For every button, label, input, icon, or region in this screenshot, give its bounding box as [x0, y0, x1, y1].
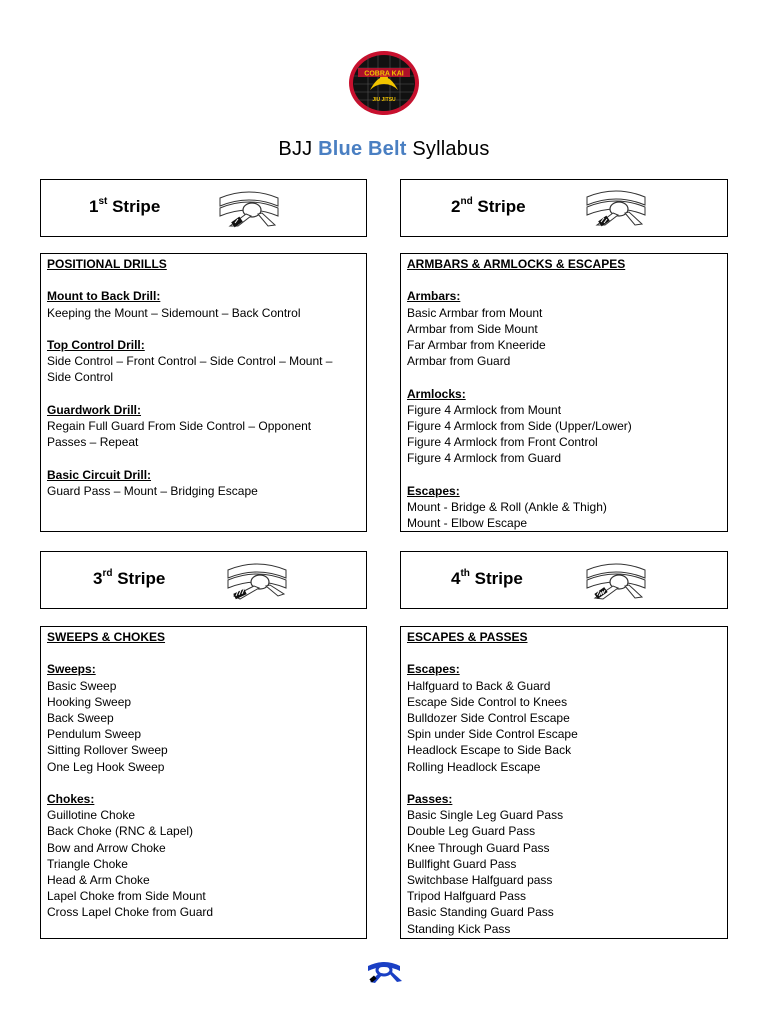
list-item: Side Control – Front Control – Side Control – Mount –	[47, 354, 333, 369]
section-heading: SWEEPS & CHOKES	[47, 630, 166, 644]
list-item: Mount - Bridge & Roll (Ankle & Thigh)	[407, 500, 607, 514]
list-item: Basic Standing Guard Pass	[407, 905, 554, 920]
section-heading: ESCAPES & PASSES	[407, 630, 528, 644]
stripe-3-box	[40, 551, 367, 609]
group-title: Top Control Drill:	[47, 337, 145, 352]
list-item: Standing Kick Pass	[407, 921, 511, 936]
list-item: Headlock Escape to Side Back	[407, 743, 572, 758]
sweeps-chokes-box	[40, 626, 367, 939]
group-title: Guardwork Drill:	[47, 402, 142, 417]
stripe-2-label: 2nd Stripe	[451, 196, 526, 216]
group-title: Chokes:	[47, 792, 95, 806]
list-item: Halfguard to Back & Guard	[407, 678, 551, 693]
list-item: Side Control	[47, 370, 114, 385]
list-item: Switchbase Halfguard pass	[407, 873, 553, 888]
list-item: Back Sweep	[47, 711, 114, 725]
list-item: Triangle Choke	[47, 856, 128, 871]
list-item: Spin under Side Control Escape	[407, 727, 578, 742]
page-title	[0, 138, 768, 161]
escapes-passes-box	[400, 626, 728, 939]
list-item: Figure 4 Armlock from Guard	[407, 451, 562, 466]
list-item: Escape Side Control to Knees	[407, 694, 568, 709]
list-item: Regain Full Guard From Side Control – Opponent	[47, 418, 312, 433]
list-item: Bulldozer Side Control Escape	[407, 711, 570, 725]
list-item: Figure 4 Armlock from Front Control	[407, 435, 598, 450]
list-item: One Leg Hook Sweep	[47, 759, 165, 774]
list-item: Basic Single Leg Guard Pass	[407, 808, 564, 823]
list-item: Tripod Halfguard Pass	[407, 889, 526, 904]
list-item: Hooking Sweep	[47, 694, 132, 709]
belt-2-stripe-icon	[585, 185, 647, 227]
belt-3-stripe-icon	[226, 558, 288, 600]
list-item: Bullfight Guard Pass	[407, 856, 517, 871]
list-item: Knee Through Guard Pass	[407, 840, 550, 855]
group-title: Escapes:	[407, 483, 460, 498]
logo-top-text: COBRA KAI	[364, 70, 404, 78]
title-accent: Blue Belt	[318, 138, 407, 160]
cobra-kai-logo	[348, 50, 420, 116]
list-item: Back Choke (RNC & Lapel)	[47, 824, 194, 839]
list-item: Basic Armbar from Mount	[407, 305, 543, 320]
list-item: Rolling Headlock Escape	[407, 759, 541, 774]
title-suffix: Syllabus	[406, 138, 490, 160]
stripe-1-box	[40, 179, 367, 237]
list-item: Mount - Elbow Escape	[407, 516, 528, 531]
section-heading: ARMBARS & ARMLOCKS & ESCAPES	[407, 257, 626, 271]
list-item: Passes – Repeat	[47, 435, 139, 450]
stripe-4-box	[400, 551, 728, 609]
list-item: Guillotine Choke	[47, 808, 136, 823]
blue-belt-icon	[364, 956, 404, 984]
group-title: Armbars:	[407, 289, 461, 304]
belt-1-stripe-icon	[218, 186, 280, 228]
list-item: Armbar from Guard	[407, 354, 511, 369]
stripe-4-label: 4th Stripe	[451, 568, 523, 588]
stripe-3-label: 3rd Stripe	[93, 568, 166, 588]
list-item: Basic Sweep	[47, 678, 117, 693]
list-item: Far Armbar from Kneeride	[407, 338, 546, 352]
list-item: Guard Pass – Mount – Bridging Escape	[47, 483, 258, 498]
belt-4-stripe-icon	[585, 558, 647, 600]
list-item: Figure 4 Armlock from Side (Upper/Lower)	[407, 419, 632, 433]
list-item: Head & Arm Choke	[47, 873, 150, 888]
group-title: Mount to Back Drill:	[47, 289, 161, 304]
list-item: Sitting Rollover Sweep	[47, 743, 168, 758]
title-prefix: BJJ	[278, 138, 319, 160]
group-title: Sweeps:	[47, 662, 96, 677]
logo-bottom-text: JIU JITSU	[372, 97, 396, 103]
list-item: Lapel Choke from Side Mount	[47, 889, 206, 904]
list-item: Pendulum Sweep	[47, 727, 142, 742]
positional-drills-box	[40, 253, 367, 532]
list-item: Cross Lapel Choke from Guard	[47, 905, 214, 920]
list-item: Double Leg Guard Pass	[407, 824, 536, 839]
armbars-armlocks-escapes-box	[400, 253, 728, 532]
group-title: Passes:	[407, 792, 453, 806]
stripe-1-label: 1st Stripe	[89, 196, 161, 216]
stripe-2-box	[400, 179, 728, 237]
group-title: Basic Circuit Drill:	[47, 467, 152, 482]
group-title: Armlocks:	[407, 386, 466, 401]
section-heading: POSITIONAL DRILLS	[47, 257, 167, 271]
list-item: Figure 4 Armlock from Mount	[407, 402, 562, 417]
list-item: Keeping the Mount – Sidemount – Back Control	[47, 305, 301, 320]
group-title: Escapes:	[407, 662, 460, 677]
list-item: Armbar from Side Mount	[407, 321, 538, 336]
list-item: Bow and Arrow Choke	[47, 840, 166, 855]
